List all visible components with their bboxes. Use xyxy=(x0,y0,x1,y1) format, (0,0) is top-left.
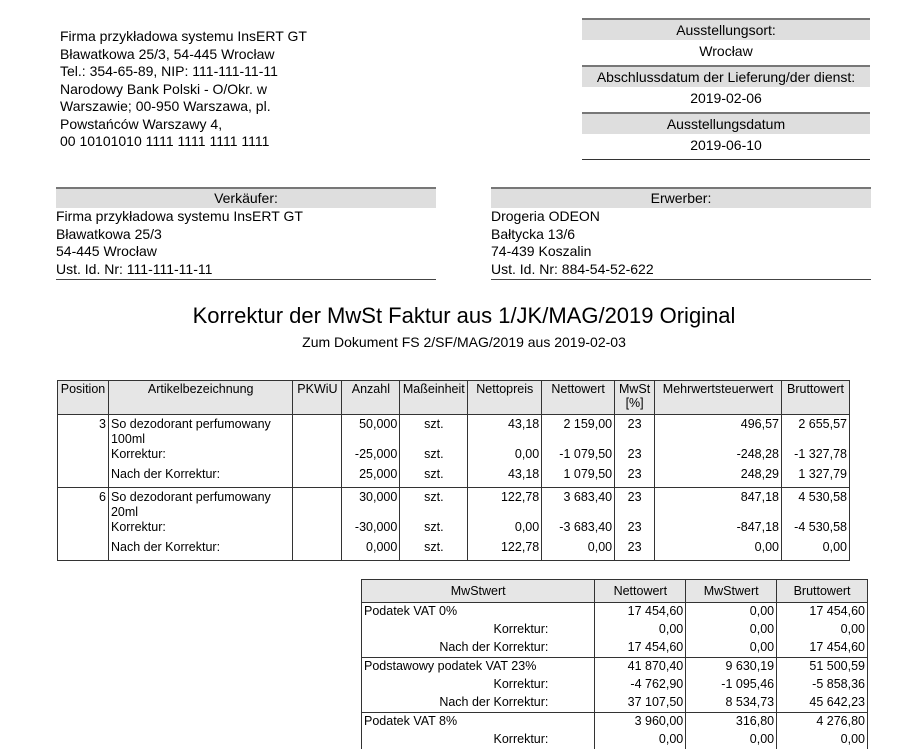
issue-date-label: Ausstellungsdatum xyxy=(582,112,870,134)
seller-line: Bławatkowa 25/3 xyxy=(56,225,162,242)
item-position xyxy=(58,540,109,561)
table-row xyxy=(58,540,850,561)
issuer-line: 00 10101010 1111 1111 1111 1111 xyxy=(60,133,270,149)
vat-row xyxy=(362,676,868,694)
vat-gross: 0,00 xyxy=(777,731,868,749)
item-qty: 0,000 xyxy=(342,540,400,561)
vat-row xyxy=(362,694,868,713)
vat-gross: 17 454,60 xyxy=(777,639,868,658)
item-vat-rate: 23 xyxy=(615,540,655,561)
items-table xyxy=(57,380,850,561)
item-name: So dezodorant perfumowany 20ml xyxy=(108,488,292,521)
issue-place-value: Wrocław xyxy=(699,43,753,59)
vat-col-header-vat: MwStwert xyxy=(686,580,777,603)
col-header-position: Position xyxy=(58,381,109,415)
item-pkwiu xyxy=(293,488,342,521)
item-vat-rate: 23 xyxy=(615,520,655,540)
item-qty: -25,000 xyxy=(342,447,400,467)
item-gross: 2 655,57 xyxy=(781,415,849,448)
item-net-value: 1 079,50 xyxy=(542,467,615,488)
item-unit: szt. xyxy=(400,447,468,467)
vat-amount: 0,00 xyxy=(686,731,777,749)
issuer-line: Warszawie; 00-950 Warszawa, pl. xyxy=(60,98,271,114)
issuer-line: Powstańców Warszawy 4, xyxy=(60,115,223,132)
issuer-line: Tel.: 354-65-89, NIP: 111-111-11-11 xyxy=(60,63,278,79)
vat-net: 17 454,60 xyxy=(595,639,686,658)
vat-amount: 0,00 xyxy=(686,621,777,639)
vat-rate-name: Podatek VAT 0% xyxy=(362,603,595,622)
item-vat-rate: 23 xyxy=(615,467,655,488)
item-qty: 25,000 xyxy=(342,467,400,488)
vat-rate-unit: [%] xyxy=(625,396,644,410)
item-net-price: 122,78 xyxy=(468,488,542,521)
item-gross: -1 327,78 xyxy=(781,447,849,467)
vat-row xyxy=(362,731,868,749)
item-net-value: -3 683,40 xyxy=(542,520,615,540)
vat-amount: 0,00 xyxy=(686,639,777,658)
item-vat-value: -248,28 xyxy=(655,447,782,467)
col-header-net-value: Nettowert xyxy=(542,381,615,415)
item-name: Nach der Korrektur: xyxy=(108,540,292,561)
item-position xyxy=(58,447,109,467)
item-unit: szt. xyxy=(400,415,468,448)
col-header-vat-rate xyxy=(615,381,655,415)
vat-gross: 0,00 xyxy=(777,621,868,639)
item-gross: 4 530,58 xyxy=(781,488,849,521)
item-position: 6 xyxy=(58,488,109,521)
seller-line: Firma przykładowa systemu InsERT GT xyxy=(56,208,303,224)
vat-header-row xyxy=(362,580,868,603)
issuer-line: Firma przykładowa systemu InsERT GT xyxy=(60,28,307,44)
table-row xyxy=(58,415,850,448)
table-row xyxy=(58,467,850,488)
table-row xyxy=(58,520,850,540)
vat-net: 0,00 xyxy=(595,621,686,639)
vat-amount: 9 630,19 xyxy=(686,658,777,677)
item-position xyxy=(58,467,109,488)
delivery-date-value: 2019-02-06 xyxy=(690,90,762,106)
buyer-divider xyxy=(491,279,871,280)
info-box-divider xyxy=(582,159,870,160)
col-header-net-price: Nettopreis xyxy=(468,381,542,415)
vat-row xyxy=(362,621,868,639)
buyer-block xyxy=(491,187,871,280)
buyer-line: Drogeria ODEON xyxy=(491,208,600,224)
issue-place-label: Ausstellungsort: xyxy=(582,18,870,40)
col-header-gross: Bruttowert xyxy=(781,381,849,415)
item-vat-value: 248,29 xyxy=(655,467,782,488)
vat-rate-name: Podatek VAT 8% xyxy=(362,713,595,732)
issue-date-value: 2019-06-10 xyxy=(690,137,762,153)
vat-rate-name: Podstawowy podatek VAT 23% xyxy=(362,658,595,677)
item-vat-rate: 23 xyxy=(615,415,655,448)
issuer-line: Bławatkowa 25/3, 54-445 Wrocław xyxy=(60,45,275,62)
item-unit: szt. xyxy=(400,488,468,521)
vat-row xyxy=(362,713,868,732)
vat-net: 37 107,50 xyxy=(595,694,686,713)
vat-net: 17 454,60 xyxy=(595,603,686,622)
vat-net: 3 960,00 xyxy=(595,713,686,732)
vat-gross: -5 858,36 xyxy=(777,676,868,694)
item-position xyxy=(58,520,109,540)
item-gross: 0,00 xyxy=(781,540,849,561)
item-vat-value: 0,00 xyxy=(655,540,782,561)
buyer-line: Bałtycka 13/6 xyxy=(491,225,576,242)
col-header-qty: Anzahl xyxy=(342,381,400,415)
item-qty: -30,000 xyxy=(342,520,400,540)
item-position: 3 xyxy=(58,415,109,448)
item-name: Nach der Korrektur: xyxy=(108,467,292,488)
item-vat-value: 847,18 xyxy=(655,488,782,521)
vat-row-label: Nach der Korrektur: xyxy=(362,639,595,658)
item-pkwiu xyxy=(293,520,342,540)
item-qty: 30,000 xyxy=(342,488,400,521)
item-pkwiu xyxy=(293,447,342,467)
seller-line: Ust. Id. Nr: 111-111-11-11 xyxy=(56,260,213,277)
item-name: Korrektur: xyxy=(108,447,292,467)
seller-block xyxy=(56,187,436,280)
buyer-line: Ust. Id. Nr: 884-54-52-622 xyxy=(491,260,654,277)
item-name: So dezodorant perfumowany 100ml xyxy=(108,415,292,448)
vat-row xyxy=(362,603,868,622)
item-vat-value: 496,57 xyxy=(655,415,782,448)
vat-rate-label: MwSt xyxy=(618,382,651,396)
item-net-value: -1 079,50 xyxy=(542,447,615,467)
document-title: Korrektur der MwSt Faktur aus 1/JK/MAG/2019 Original xyxy=(192,303,736,328)
item-unit: szt. xyxy=(400,520,468,540)
vat-row-label: Nach der Korrektur: xyxy=(362,694,595,713)
vat-row-label: Korrektur: xyxy=(362,621,595,639)
vat-row-label: Korrektur: xyxy=(362,676,595,694)
item-name: Korrektur: xyxy=(108,520,292,540)
item-pkwiu xyxy=(293,540,342,561)
vat-amount: 8 534,73 xyxy=(686,694,777,713)
item-unit: szt. xyxy=(400,540,468,561)
item-pkwiu xyxy=(293,415,342,448)
item-pkwiu xyxy=(293,467,342,488)
seller-divider xyxy=(56,279,436,280)
document-subtitle: Zum Dokument FS 2/SF/MAG/2019 aus 2019-02-03 xyxy=(302,334,626,350)
col-header-unit: Maßeinheit xyxy=(400,381,468,415)
item-unit: szt. xyxy=(400,467,468,488)
table-row xyxy=(58,447,850,467)
item-gross: -4 530,58 xyxy=(781,520,849,540)
vat-row-label: Korrektur: xyxy=(362,731,595,749)
item-net-price: 0,00 xyxy=(468,520,542,540)
items-header-row xyxy=(58,381,850,415)
vat-gross: 4 276,80 xyxy=(777,713,868,732)
item-net-value: 3 683,40 xyxy=(542,488,615,521)
item-net-price: 0,00 xyxy=(468,447,542,467)
vat-col-header-net: Nettowert xyxy=(595,580,686,603)
vat-col-header-gross: Bruttowert xyxy=(777,580,868,603)
vat-row xyxy=(362,639,868,658)
vat-gross: 45 642,23 xyxy=(777,694,868,713)
item-net-price: 43,18 xyxy=(468,467,542,488)
seller-line: 54-445 Wrocław xyxy=(56,243,157,259)
item-gross: 1 327,79 xyxy=(781,467,849,488)
item-net-price: 122,78 xyxy=(468,540,542,561)
vat-net: 0,00 xyxy=(595,731,686,749)
issuer-address-block xyxy=(60,28,360,151)
seller-heading: Verkäufer: xyxy=(56,187,436,208)
col-header-name: Artikelbezeichnung xyxy=(108,381,292,415)
vat-col-header-rate: MwStwert xyxy=(362,580,595,603)
item-vat-value: -847,18 xyxy=(655,520,782,540)
col-header-pkwiu: PKWiU xyxy=(293,381,342,415)
issuer-line: Narodowy Bank Polski - O/Okr. w xyxy=(60,80,267,97)
item-net-price: 43,18 xyxy=(468,415,542,448)
item-net-value: 0,00 xyxy=(542,540,615,561)
buyer-line: 74-439 Koszalin xyxy=(491,243,592,259)
vat-gross: 51 500,59 xyxy=(777,658,868,677)
buyer-heading: Erwerber: xyxy=(491,187,871,208)
col-header-vat-value: Mehrwertsteuerwert xyxy=(655,381,782,415)
vat-amount: -1 095,46 xyxy=(686,676,777,694)
vat-amount: 316,80 xyxy=(686,713,777,732)
item-qty: 50,000 xyxy=(342,415,400,448)
vat-gross: 17 454,60 xyxy=(777,603,868,622)
item-net-value: 2 159,00 xyxy=(542,415,615,448)
item-vat-rate: 23 xyxy=(615,488,655,521)
item-vat-rate: 23 xyxy=(615,447,655,467)
vat-row xyxy=(362,658,868,677)
vat-net: -4 762,90 xyxy=(595,676,686,694)
vat-amount: 0,00 xyxy=(686,603,777,622)
table-row xyxy=(58,488,850,521)
vat-summary-table xyxy=(361,579,868,749)
vat-net: 41 870,40 xyxy=(595,658,686,677)
delivery-date-label: Abschlussdatum der Lieferung/der dienst: xyxy=(582,65,870,87)
issue-info-box xyxy=(582,18,870,160)
